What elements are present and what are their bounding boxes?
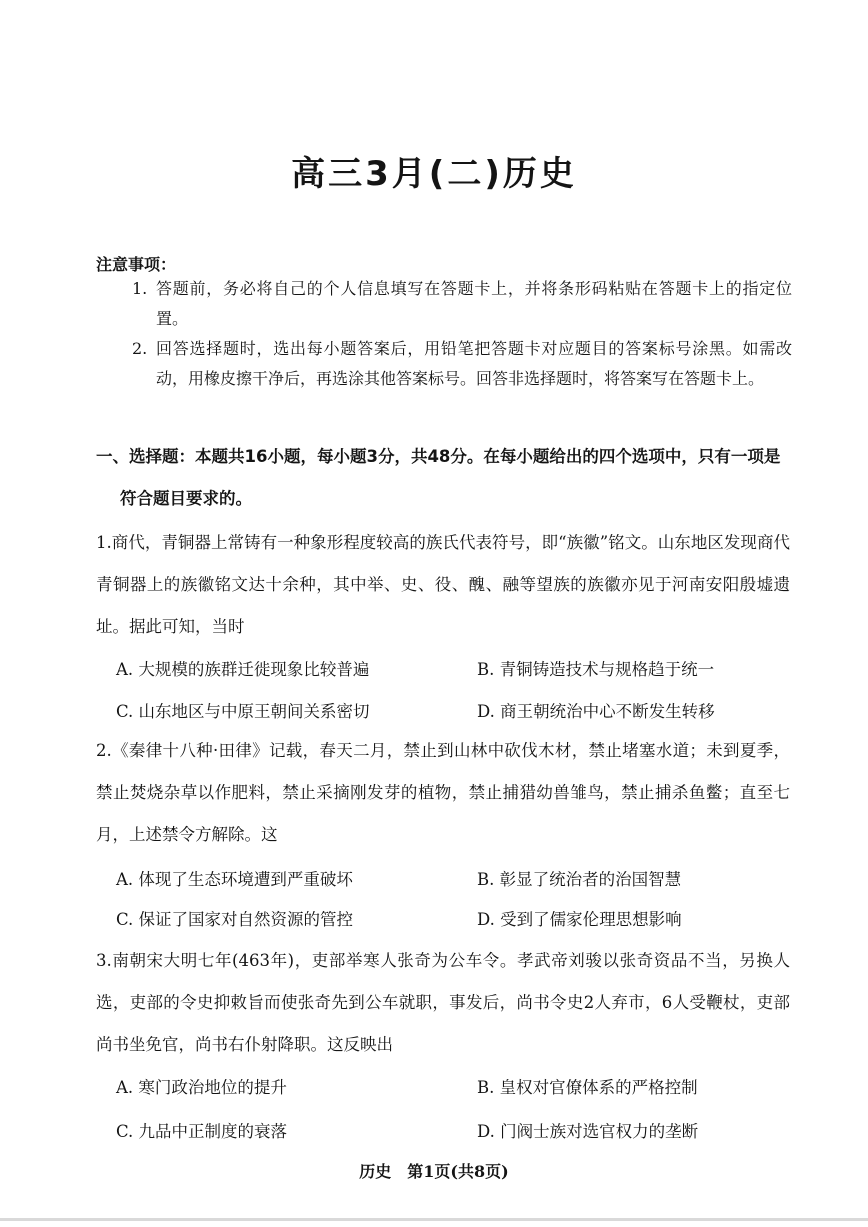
bottom-divider [0, 1218, 868, 1221]
option-c: C. 九品中正制度的衰落 [116, 1122, 288, 1141]
section-heading [96, 436, 792, 520]
question-number: 1. [96, 533, 112, 552]
question-3-options-row-2 [116, 1118, 792, 1148]
page-title: 高三3月(二)历史 [291, 154, 577, 194]
notice-item-number: 2. [132, 339, 148, 358]
notice-heading: 注意事项： [96, 255, 177, 274]
option-b: B. 彰显了统治者的治国智慧 [477, 870, 682, 889]
page-footer: 历史 第1页(共8页) [359, 1162, 509, 1181]
option-d: D. 门阀士族对选官权力的垄断 [477, 1122, 699, 1141]
notice-item-2 [132, 334, 792, 394]
question-2-options-row-1 [116, 866, 792, 896]
notice-item-text: 答题前，务必将自己的个人信息填写在答题卡上，并将条形码粘贴在答题卡上的指定位置。 [156, 279, 792, 328]
option-a: A. 寒门政治地位的提升 [116, 1078, 287, 1097]
question-text: 《秦律十八种·田律》记载，春天二月，禁止到山林中砍伐木材，禁止堵塞水道；未到夏季，禁止焚烧杂草以作肥料，禁止采摘刚发芽的植物，禁止捕猎幼兽雏鸟，禁止捕杀鱼鳖；直至七月，上述禁令方解除。这 [96, 741, 790, 844]
option-a: A. 体现了生态环境遭到严重破坏 [116, 870, 353, 889]
question-1-options-row-2 [116, 698, 792, 728]
question-2-stem [96, 730, 790, 856]
option-a: A. 大规模的族群迁徙现象比较普遍 [116, 660, 370, 679]
question-1-options-row-1 [116, 656, 792, 686]
option-c: C. 山东地区与中原王朝间关系密切 [116, 702, 370, 721]
question-3-stem [96, 940, 790, 1066]
option-b: B. 青铜铸造技术与规格趋于统一 [477, 660, 715, 679]
question-3-options-row-1 [116, 1074, 792, 1104]
notice-item-text: 回答选择题时，选出每小题答案后，用铅笔把答题卡对应题目的答案标号涂黑。如需改动，用橡皮擦干净后，再选涂其他答案标号。回答非选择题时，将答案写在答题卡上。 [156, 339, 792, 388]
option-d: D. 受到了儒家伦理思想影响 [477, 910, 682, 929]
option-c: C. 保证了国家对自然资源的管控 [116, 910, 354, 929]
section-heading-line2: 符合题目要求的。 [120, 489, 252, 508]
notice-item-1 [132, 274, 792, 334]
notice-item-number: 1. [132, 279, 148, 298]
question-text: 南朝宋大明七年(463年)，吏部举寒人张奇为公车令。孝武帝刘骏以张奇资品不当，另换人选，吏部的令史抑敕旨而使张奇先到公车就职，事发后，尚书令史2人弃市，6人受鞭杖，吏部尚书坐免官，尚书右仆射降职。这反映出 [96, 951, 790, 1054]
section-heading-line1: 一、选择题：本题共16小题，每小题3分，共48分。在每小题给出的四个选项中，只有一项是 [96, 447, 781, 466]
question-text: 商代，青铜器上常铸有一种象形程度较高的族氏代表符号，即“族徽”铭文。山东地区发现商代青铜器上的族徽铭文达十余种，其中举、史、役、醜、融等望族的族徽亦见于河南安阳殷墟遗址。据此可知，当时 [96, 533, 790, 636]
question-number: 3. [96, 951, 112, 970]
option-b: B. 皇权对官僚体系的严格控制 [477, 1078, 698, 1097]
question-1-stem [96, 522, 790, 648]
question-number: 2. [96, 741, 112, 760]
question-2-options-row-2 [116, 906, 792, 936]
option-d: D. 商王朝统治中心不断发生转移 [477, 702, 715, 721]
